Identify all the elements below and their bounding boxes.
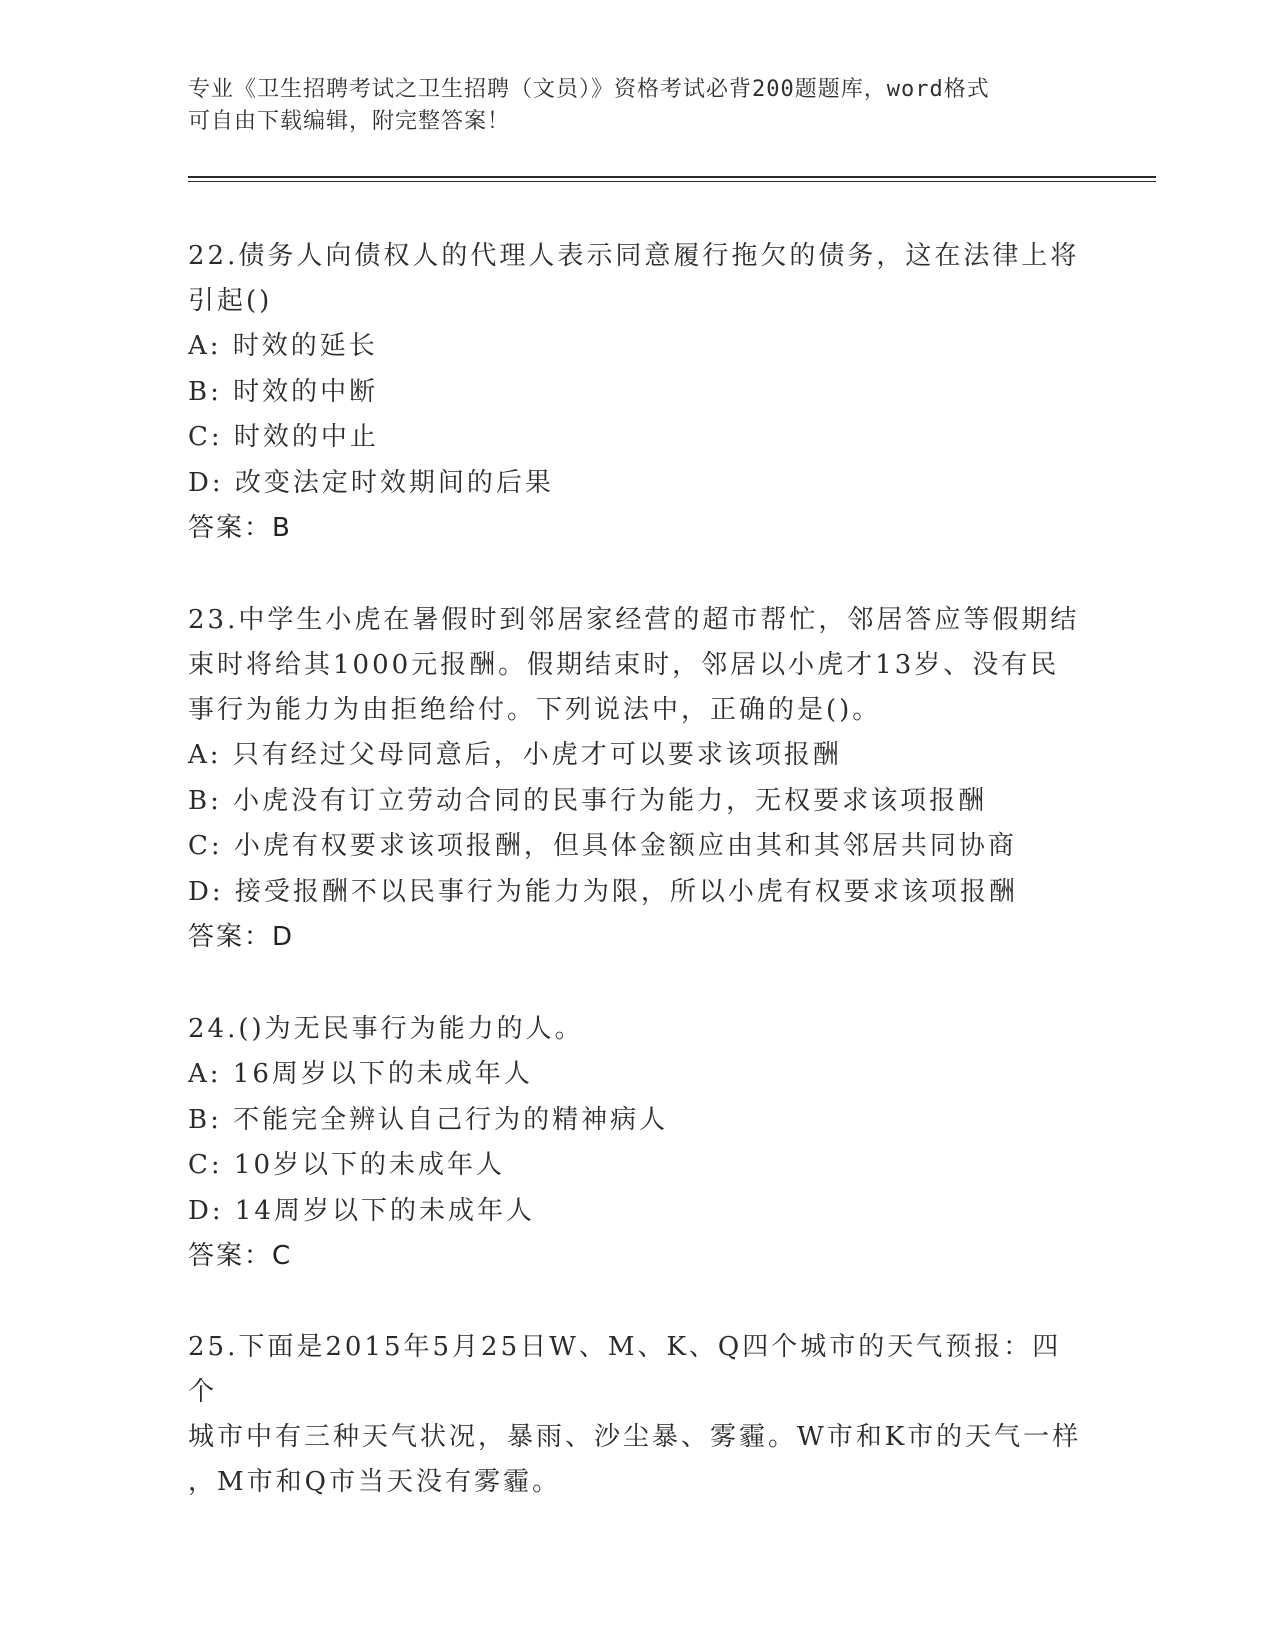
option-d: D: 14周岁以下的未成年人 [188,1195,535,1226]
question-stem-line: ，M市和Q市当天没有雾霾。 [188,1467,561,1497]
question-stem-line: 23.中学生小虎在暑假时到邻居家经营的超市帮忙，邻居答应等假期结 [188,605,1080,635]
question-stem-line: 事行为能力为由拒绝给付。下列说法中，正确的是()。 [188,695,882,725]
header-title-line-1: 专业《卫生招聘考试之卫生招聘（文员）》资格考试必背200题题库，word格式 [188,77,990,102]
answer-label: 答案：D [188,922,295,952]
header-title-line-2: 可自由下载编辑，附完整答案！ [188,109,511,134]
option-d: D: 改变法定时效期间的后果 [188,467,554,498]
question-25 [188,1325,1088,1505]
question-stem-line: 城市中有三种天气状况，暴雨、沙尘暴、雾霾。W市和K市的天气一样 [188,1422,1082,1452]
question-22 [188,234,1088,551]
option-c: C: 10岁以下的未成年人 [188,1150,506,1180]
option-a: A: 时效的延长 [188,331,378,361]
option-a: A: 只有经过父母同意后，小虎才可以要求该项报酬 [188,740,842,770]
option-d: D: 接受报酬不以民事行为能力为限，所以小虎有权要求该项报酬 [188,876,1018,907]
question-23 [188,598,1088,960]
question-stem-line: 25.下面是2015年5月25日W、M、K、Q四个城市的天气预报：四个 [188,1332,1062,1407]
question-stem-line: 24.()为无民事行为能力的人。 [188,1014,584,1044]
question-stem-line: 引起() [188,286,273,316]
answer-label: 答案：B [188,513,292,543]
question-stem-line: 22.债务人向债权人的代理人表示同意履行拖欠的债务，这在法律上将 [188,241,1080,271]
option-b: B: 小虎没有订立劳动合同的民事行为能力，无权要求该项报酬 [188,785,988,816]
option-c: C: 时效的中止 [188,422,379,452]
header-divider [188,176,1156,182]
question-24 [188,1007,1088,1279]
answer-label: 答案：C [188,1241,293,1271]
option-b: B: 时效的中断 [188,376,379,407]
option-b: B: 不能完全辨认自己行为的精神病人 [188,1104,669,1135]
question-stem-line: 束时将给其1000元报酬。假期结束时，邻居以小虎才13岁、没有民 [188,650,1060,680]
document-header [188,74,1068,138]
option-c: C: 小虎有权要求该项报酬，但具体金额应由其和其邻居共同协商 [188,831,1017,861]
option-a: A: 16周岁以下的未成年人 [188,1059,533,1089]
